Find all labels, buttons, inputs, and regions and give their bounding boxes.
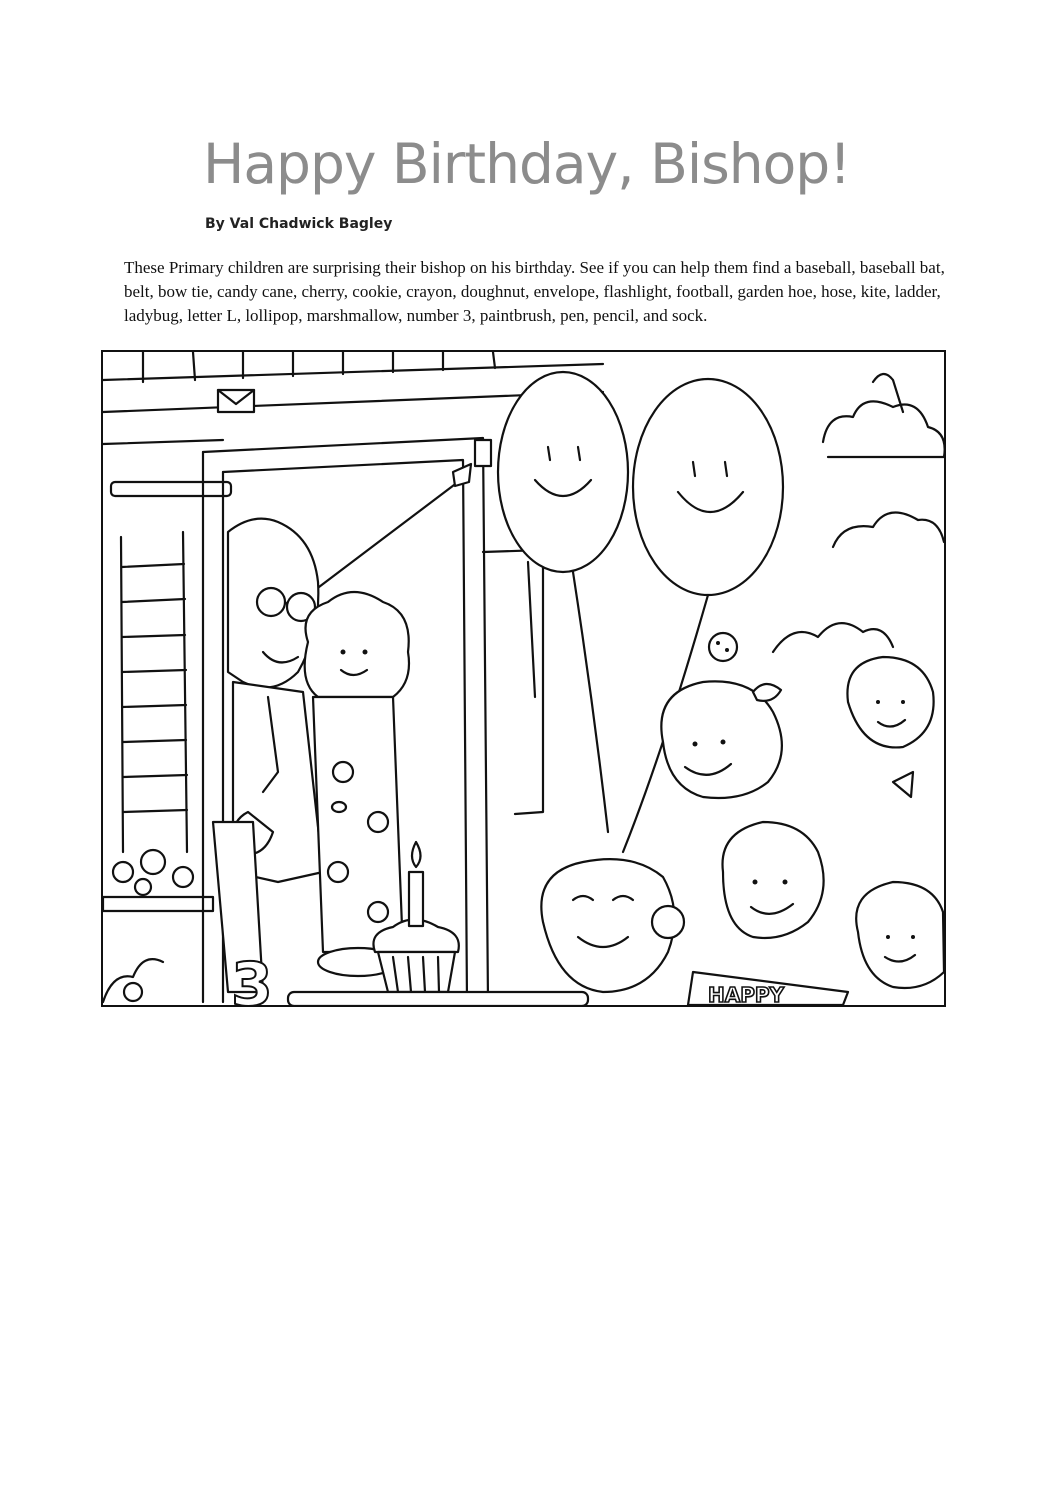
flower-icon xyxy=(124,983,142,1001)
byline: By Val Chadwick Bagley xyxy=(205,216,393,232)
bow-tie-icon xyxy=(893,772,913,797)
window-flowers xyxy=(103,850,213,911)
kite-icon xyxy=(453,464,471,486)
wife-figure xyxy=(305,592,409,976)
cookie-icon xyxy=(709,633,737,661)
bushes-left xyxy=(103,950,273,1005)
bishop-figure xyxy=(213,519,323,992)
hidden-picture-illustration xyxy=(101,350,946,1007)
ladder-icon xyxy=(121,532,187,852)
child-with-sign xyxy=(688,822,848,1005)
page-title: Happy Birthday, Bishop! xyxy=(203,132,851,196)
number-three-icon: 3 xyxy=(231,950,273,1005)
child-right xyxy=(856,882,944,988)
ladybug-icon xyxy=(332,802,346,812)
clouds-and-trees xyxy=(773,374,944,652)
child-top-right xyxy=(847,657,933,797)
intro-paragraph: These Primary children are surprising their bishop on his birthday. See if you can help them find a baseball, baseball bat, belt, bow tie, candy cane, cherry, cookie, crayon, doughnut, envelope, flashlight, football, garden hoe, hose, kite, ladder, ladybug, letter L, lollipop, marshmallow, number 3, paintbrush, pen, pencil, and sock. xyxy=(124,258,945,325)
girl-figure xyxy=(541,859,684,992)
sign-text-happy: HAPPY xyxy=(708,983,785,1005)
baseball-bat-icon xyxy=(528,562,535,697)
child-top xyxy=(661,681,782,798)
